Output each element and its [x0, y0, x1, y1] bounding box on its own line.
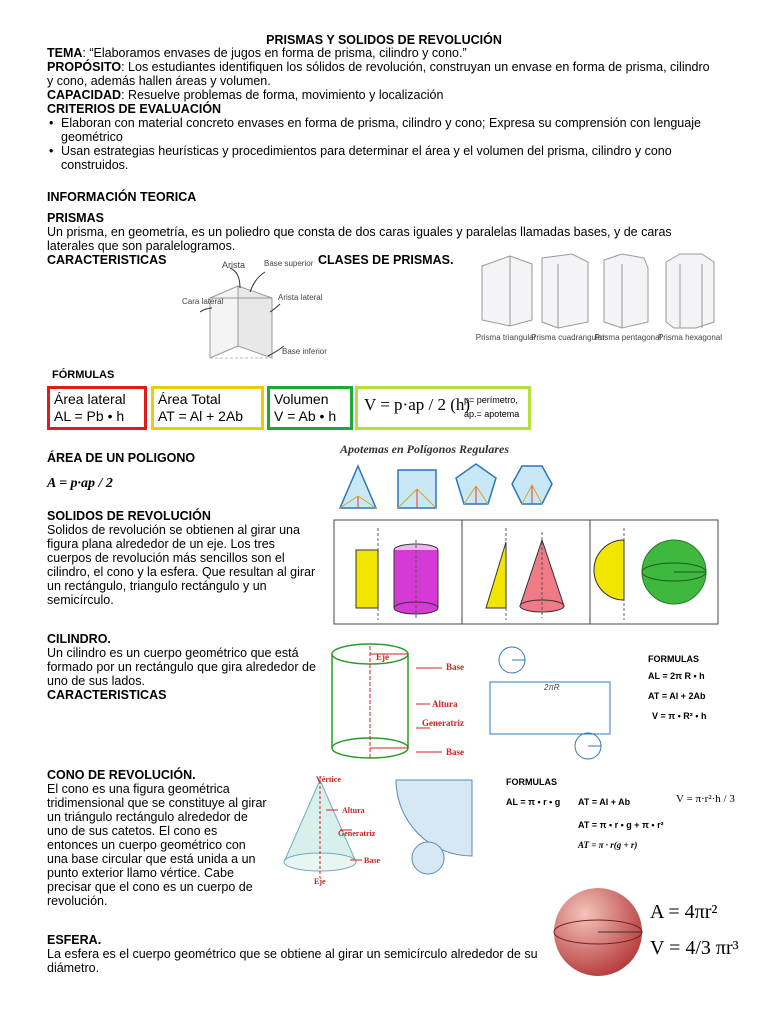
- class-cuadrangular: Prisma cuadrangular: [531, 333, 605, 342]
- cilindro-text: Un cilindro es un cuerpo geométrico que está formado por un rectángulo que gira alrededor de uno de sus lados.: [47, 646, 316, 688]
- criterios-list: [47, 116, 717, 172]
- label-vertice: Vértice: [316, 775, 341, 784]
- label-base-inferior: Base inferior: [282, 347, 327, 356]
- tema-text: : “Elaboramos envases de jugos en forma de prisma, cilindro y cono.”: [82, 46, 467, 60]
- proposito-text: : Los estudiantes identifiquen los sólidos de revolución, construyan un envase en forma de prisma, cilindro y cono, además hallen áreas y volumen.: [47, 60, 710, 88]
- volume-apotema-expression: V = p·ap / 2 (h): [364, 395, 471, 414]
- label-base-top: Base: [446, 662, 464, 672]
- poligono-formula: A = p·ap / 2: [47, 476, 113, 491]
- label-arista: Arista: [222, 260, 246, 270]
- cilindro-title: CILINDRO.: [47, 632, 111, 646]
- cono-title: CONO DE REVOLUCIÓN.: [47, 768, 196, 782]
- tema-label: TEMA: [47, 46, 83, 60]
- cilindro-formula-v: V = π • R² • h: [652, 711, 707, 721]
- formula-expression: AT = Al + 2Ab: [158, 408, 244, 424]
- class-hexagonal: Prisma hexagonal: [657, 333, 723, 342]
- legend-apotema: ap.= apotema: [464, 409, 520, 419]
- cilindro-formula-al: AL = 2π R • h: [648, 671, 705, 681]
- criterio-item: • Usan estrategias heurísticas y procedimientos para determinar el área y el volumen del prisma, cilindro y cono construidos.: [47, 144, 717, 172]
- label-base: Base: [364, 856, 380, 865]
- cylinder-diagram: [330, 640, 480, 762]
- esfera-text: La esfera es el cuerpo geométrico que se obtiene al girar un semicírculo alrededor de su diámetro.: [47, 947, 538, 975]
- cono-formula-al: AL = π • r • g: [506, 797, 561, 807]
- label-altura: Altura: [342, 806, 365, 815]
- label-altura: Altura: [432, 699, 458, 709]
- clases-title: CLASES DE PRISMAS.: [318, 253, 454, 267]
- label-base-bottom: Base: [446, 747, 464, 757]
- prismas-caracteristicas: CARACTERISTICAS: [47, 253, 167, 267]
- cono-formula-at1: AT = Al + Ab: [578, 797, 631, 807]
- cono-formula-at3: AT = π · r(g + r): [578, 840, 638, 850]
- cylinder-development: [484, 646, 614, 762]
- capacidad-text: : Resuelve problemas de forma, movimiento y localización: [121, 88, 444, 102]
- class-pentagonal: Prisma pentagonal: [594, 333, 662, 342]
- capacidad-line: [47, 88, 717, 102]
- cono-title-text: CONO DE REVOLUCIÓN: [47, 768, 193, 782]
- header-block: [47, 46, 717, 172]
- formula-label: Área Total: [158, 391, 221, 407]
- tema-line: [47, 46, 717, 60]
- capacidad-label: CAPACIDAD: [47, 88, 122, 102]
- prismas-title: PRISMAS: [47, 211, 104, 225]
- label-generatriz: Generatriz: [338, 829, 376, 838]
- formula-volume-apotema: [355, 386, 531, 430]
- proposito-label: PROPÓSITO: [47, 60, 122, 74]
- formula-volumen: [267, 386, 353, 430]
- formula-expression: V = Ab • h: [274, 408, 337, 424]
- formulas-title: FÓRMULAS: [52, 369, 115, 381]
- formula-expression: AL = Pb • h: [54, 408, 125, 424]
- cono-formula-v: V = π·r²·h / 3: [676, 793, 735, 805]
- proposito-line: [47, 60, 717, 88]
- label-eje: Eje: [314, 877, 326, 886]
- formula-label: Volumen: [274, 391, 329, 407]
- formula-area-total: [151, 386, 264, 430]
- cone-diagram: [266, 770, 496, 888]
- poligono-title: ÁREA DE UN POLIGONO: [47, 451, 196, 465]
- cilindro-formula-at: AT = Al + 2Ab: [648, 691, 706, 701]
- cilindro-formulas-title: FORMULAS: [648, 654, 699, 664]
- dev-label: 2πR: [544, 683, 560, 692]
- label-base-superior: Base superior: [264, 259, 314, 268]
- page-title: PRISMAS Y SOLIDOS DE REVOLUCIÓN: [266, 33, 502, 47]
- label-cara-lateral: Cara lateral: [182, 297, 224, 306]
- esfera-volume: V = 4/3 πr³: [650, 937, 739, 959]
- prism-diagram: [180, 258, 327, 360]
- label-generatriz: Generatriz: [422, 718, 464, 728]
- solidos-title: SOLIDOS DE REVOLUCIÓN: [47, 509, 211, 523]
- esfera-area: A = 4πr²: [650, 901, 718, 923]
- label-eje: Eje: [376, 652, 389, 662]
- cilindro-caracteristicas: CARACTERISTICAS: [47, 688, 167, 702]
- formula-area-lateral: [47, 386, 147, 430]
- apotemas-image-title: Apotemas en Polígonos Regulares: [340, 442, 510, 456]
- solids-of-revolution-image: [334, 520, 718, 624]
- formula-label: Área lateral: [54, 391, 126, 407]
- cono-text: El cono es una figura geométrica tridimensional que se constituye al girar un triángulo rectángulo alrededor de uno de sus catetos. El cono es entonces un cuerpo geométrico con una base circular que está unida a un punto exterior llamo vértice. Cabe precisar que el cono es un cuerpo de revolución.: [47, 782, 267, 908]
- esfera-title: ESFERA.: [47, 933, 102, 947]
- label-arista-lateral: Arista lateral: [278, 293, 323, 302]
- criterio-item: • Elaboran con material concreto envases en forma de prisma, cilindro y cono; Expresa su comprensión con lenguaje geométrico: [47, 116, 717, 144]
- sphere-image: [552, 886, 644, 978]
- class-triangular: Prisma triangular: [475, 333, 537, 342]
- prism-classes-image: [470, 250, 730, 360]
- criterios-title: CRITERIOS DE EVALUACIÓN: [47, 102, 222, 116]
- info-title: INFORMACIÓN TEORICA: [47, 190, 197, 204]
- apotemas-image: [336, 458, 566, 514]
- cono-formulas-title: FORMULAS: [506, 777, 557, 787]
- solidos-text: Solidos de revolución se obtienen al girar una figura plana alrededor de un eje. Los tres cuerpos de revolución más sencillos son el cilindro, el cono y la esfera. Que resultan al girar un rectángulo, triangulo rectángulo y un semicírculo.: [47, 523, 316, 607]
- prismas-text: Un prisma, en geometría, es un poliedro que consta de dos caras iguales y paralelas llamadas bases, y de caras laterales que son paralelogramos.: [47, 225, 672, 253]
- cono-formula-at2: AT = π • r • g + π • r²: [578, 820, 664, 830]
- legend-perimetro: p= perímetro,: [464, 395, 518, 405]
